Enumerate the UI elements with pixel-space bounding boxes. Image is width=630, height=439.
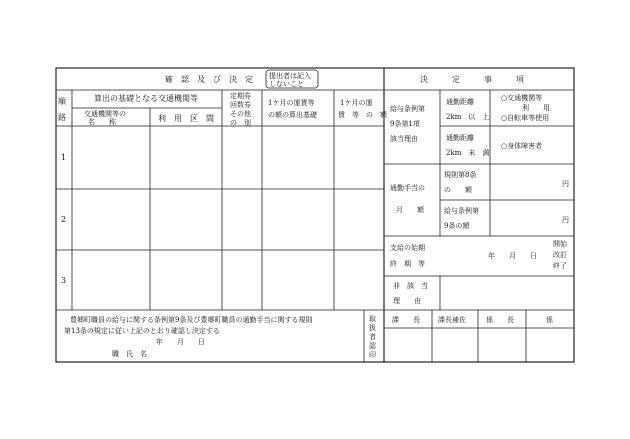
- order-label-2: 路: [58, 113, 66, 122]
- pass-type-4: の 別: [230, 119, 251, 127]
- applicant-note-line2: しないこと: [269, 80, 304, 88]
- status-start: 開始: [553, 240, 567, 248]
- row-number-2: 2: [61, 215, 67, 224]
- facility-name-header-2: 名 称: [88, 118, 116, 126]
- statement-line1: 豊郷町職員の給与に関する条例第9条及び豊郷町職員の通勤手当に関する規則: [70, 316, 313, 324]
- status-end: 終了: [553, 262, 567, 270]
- period-label-1: 支給の始期: [390, 244, 425, 252]
- option-disabled: ○身体障害者: [501, 142, 543, 150]
- rule8-label-1: 規則第8条: [444, 171, 477, 179]
- ord9-label-2: 9条の額: [444, 222, 470, 230]
- fare-amount-header-2: 賃 等 の 額: [338, 111, 387, 119]
- reason-label-3: 該当理由: [390, 135, 418, 143]
- usage-section-header: 利 用 区 間: [158, 114, 214, 123]
- left-title: 確 認 及 び 決 定: [165, 75, 253, 84]
- distance-under-2: 2km 未 満: [446, 149, 490, 157]
- rule8-label-2: の 額: [444, 186, 472, 194]
- handler-seal-2: 扱: [369, 324, 376, 332]
- handler-seal-5: 印: [369, 351, 376, 359]
- distance-over-1: 通勤距離: [446, 98, 474, 106]
- row-number-3: 3: [61, 276, 67, 285]
- approval-staff: 係: [546, 316, 553, 324]
- fare-basis-header-2: の額の算出基礎: [268, 111, 317, 119]
- right-title: 決 定 事 項: [420, 75, 524, 84]
- approval-deputy-chief: 課長補佐: [438, 316, 466, 324]
- distance-over-2: 2km 以 上: [446, 113, 490, 121]
- handler-seal-1: 取: [369, 315, 376, 323]
- fare-basis-header-1: 1ケ月の運賃等: [268, 99, 315, 107]
- reason-label-2: 9条第1項: [390, 120, 420, 128]
- yen-ord9: 円: [562, 216, 569, 224]
- fare-amount-header-1: 1ケ月の運: [340, 99, 373, 107]
- option-transport: ○交通機関等: [501, 94, 543, 102]
- row-number-1: 1: [61, 153, 67, 162]
- handler-seal-4: 認: [369, 342, 376, 350]
- statement-line2: 第13条の規定に従い上記のとおり確認し決定する: [64, 327, 220, 335]
- calc-basis-header: 算出の基礎となる交通機関等: [94, 94, 198, 103]
- period-date: 年 月 日: [488, 252, 537, 260]
- pass-type-1: 定期券: [230, 92, 251, 100]
- status-revise: 改訂: [553, 251, 567, 259]
- facility-name-header-1: 交通機関等の: [84, 110, 126, 118]
- yen-rule8: 円: [562, 180, 569, 188]
- approval-section-chief: 課 長: [392, 316, 420, 324]
- pass-type-3: その他: [230, 110, 251, 118]
- order-label-1: 順: [58, 97, 66, 106]
- non-applicable-2: 理 由: [393, 297, 421, 305]
- applicant-note-line1: 提出者は記入: [269, 72, 311, 80]
- pass-type-2: 回数券: [230, 101, 251, 109]
- approval-unit-chief: 係 長: [486, 316, 514, 324]
- allowance-label-1: 通勤手当の: [390, 184, 425, 192]
- reason-label-1: 給与条例第: [390, 105, 425, 113]
- non-applicable-1: 非 該 当: [393, 282, 428, 290]
- allowance-label-2: 月 額: [396, 206, 424, 214]
- option-bicycle: ○自転車等使用: [501, 114, 550, 122]
- decision-date: 年 月 日: [156, 338, 205, 346]
- handler-seal-3: 者: [369, 333, 376, 341]
- period-label-2: 終 期 等: [390, 260, 425, 268]
- option-transport-use: 利 用: [522, 104, 550, 112]
- ord9-label-1: 給与条例第: [444, 207, 479, 215]
- distance-under-1: 通勤距離: [446, 134, 474, 142]
- official-name-label: 職 氏 名: [112, 350, 147, 358]
